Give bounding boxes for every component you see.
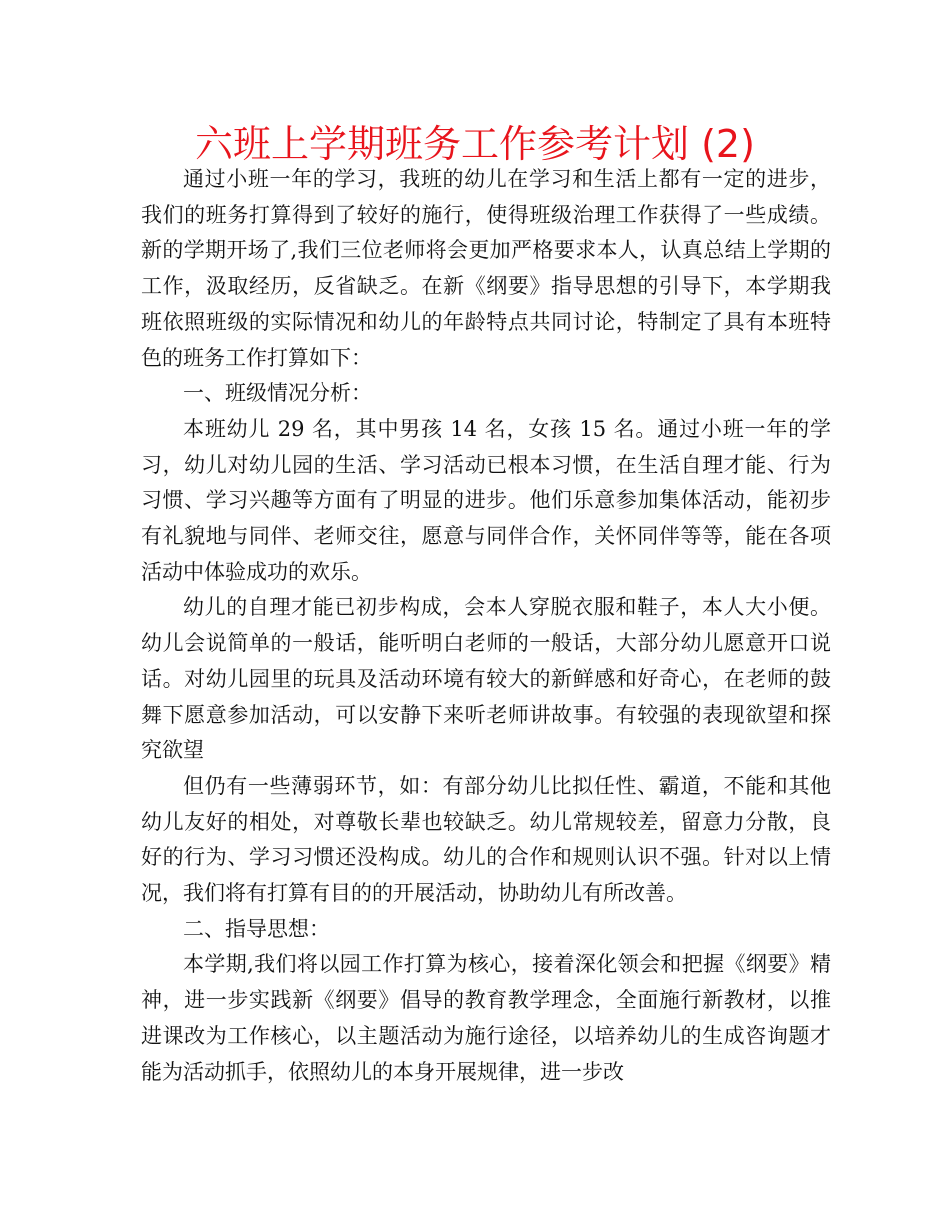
document-title: 六班上学期班务工作参考计划 (2) xyxy=(195,122,755,166)
document-body xyxy=(141,162,831,1090)
paragraph-intro: 通过小班一年的学习，我班的幼儿在学习和生活上都有一定的进步，我们的班务打算得到了较好的施行，使得班级治理工作获得了一些成绩。新的学期开场了,我们三位老师将会更加严格要求本人，认真总结上学期的工作，汲取经历，反省缺乏。在新《纲要》指导思想的引导下，本学期我班依照班级的实际情况和幼儿的年龄特点共同讨论，特制定了具有本班特色的班务工作打算如下： xyxy=(141,167,831,370)
section-heading-guiding-thought: 二、指导思想： xyxy=(183,916,330,941)
paragraph-self-care: 幼儿的自理才能已初步构成，会本人穿脱衣服和鞋子，本人大小便。幼儿会说简单的一般话，能听明白老师的一般话，大部分幼儿愿意开口说话。对幼儿园里的玩具及活动环境有较大的新鲜感和好奇心，在老师的鼓舞下愿意参加活动，可以安静下来听老师讲故事。有较强的表现欲望和探究欲望 xyxy=(141,595,831,763)
section-heading-class-analysis: 一、班级情况分析： xyxy=(183,381,372,406)
paragraph-class-overview: 本班幼儿 29 名，其中男孩 14 名，女孩 15 名。通过小班一年的学习，幼儿对幼儿园的生活、学习活动已根本习惯，在生活自理才能、行为习惯、学习兴趣等方面有了明显的进步。他们乐意参加集体活动，能初步有礼貌地与同伴、老师交往，愿意与同伴合作，关怀同伴等等，能在各项活动中体验成功的欢乐。 xyxy=(141,416,831,584)
paragraph-weaknesses: 但仍有一些薄弱环节，如：有部分幼儿比拟任性、霸道，不能和其他幼儿友好的相处，对尊敬长辈也较缺乏。幼儿常规较差，留意力分散，良好的行为、学习习惯还没构成。幼儿的合作和规则认识不强。针对以上情况，我们将有打算有目的的开展活动，协助幼儿有所改善。 xyxy=(141,773,831,906)
paragraph-guiding-thought: 本学期,我们将以园工作打算为核心，接着深化领会和把握《纲要》精神，进一步实践新《纲要》倡导的教育教学理念，全面施行新教材，以推进课改为工作核心，以主题活动为施行途径，以培养幼儿的生成咨询题才能为活动抓手，依照幼儿的本身开展规律，进一步改 xyxy=(141,952,831,1084)
